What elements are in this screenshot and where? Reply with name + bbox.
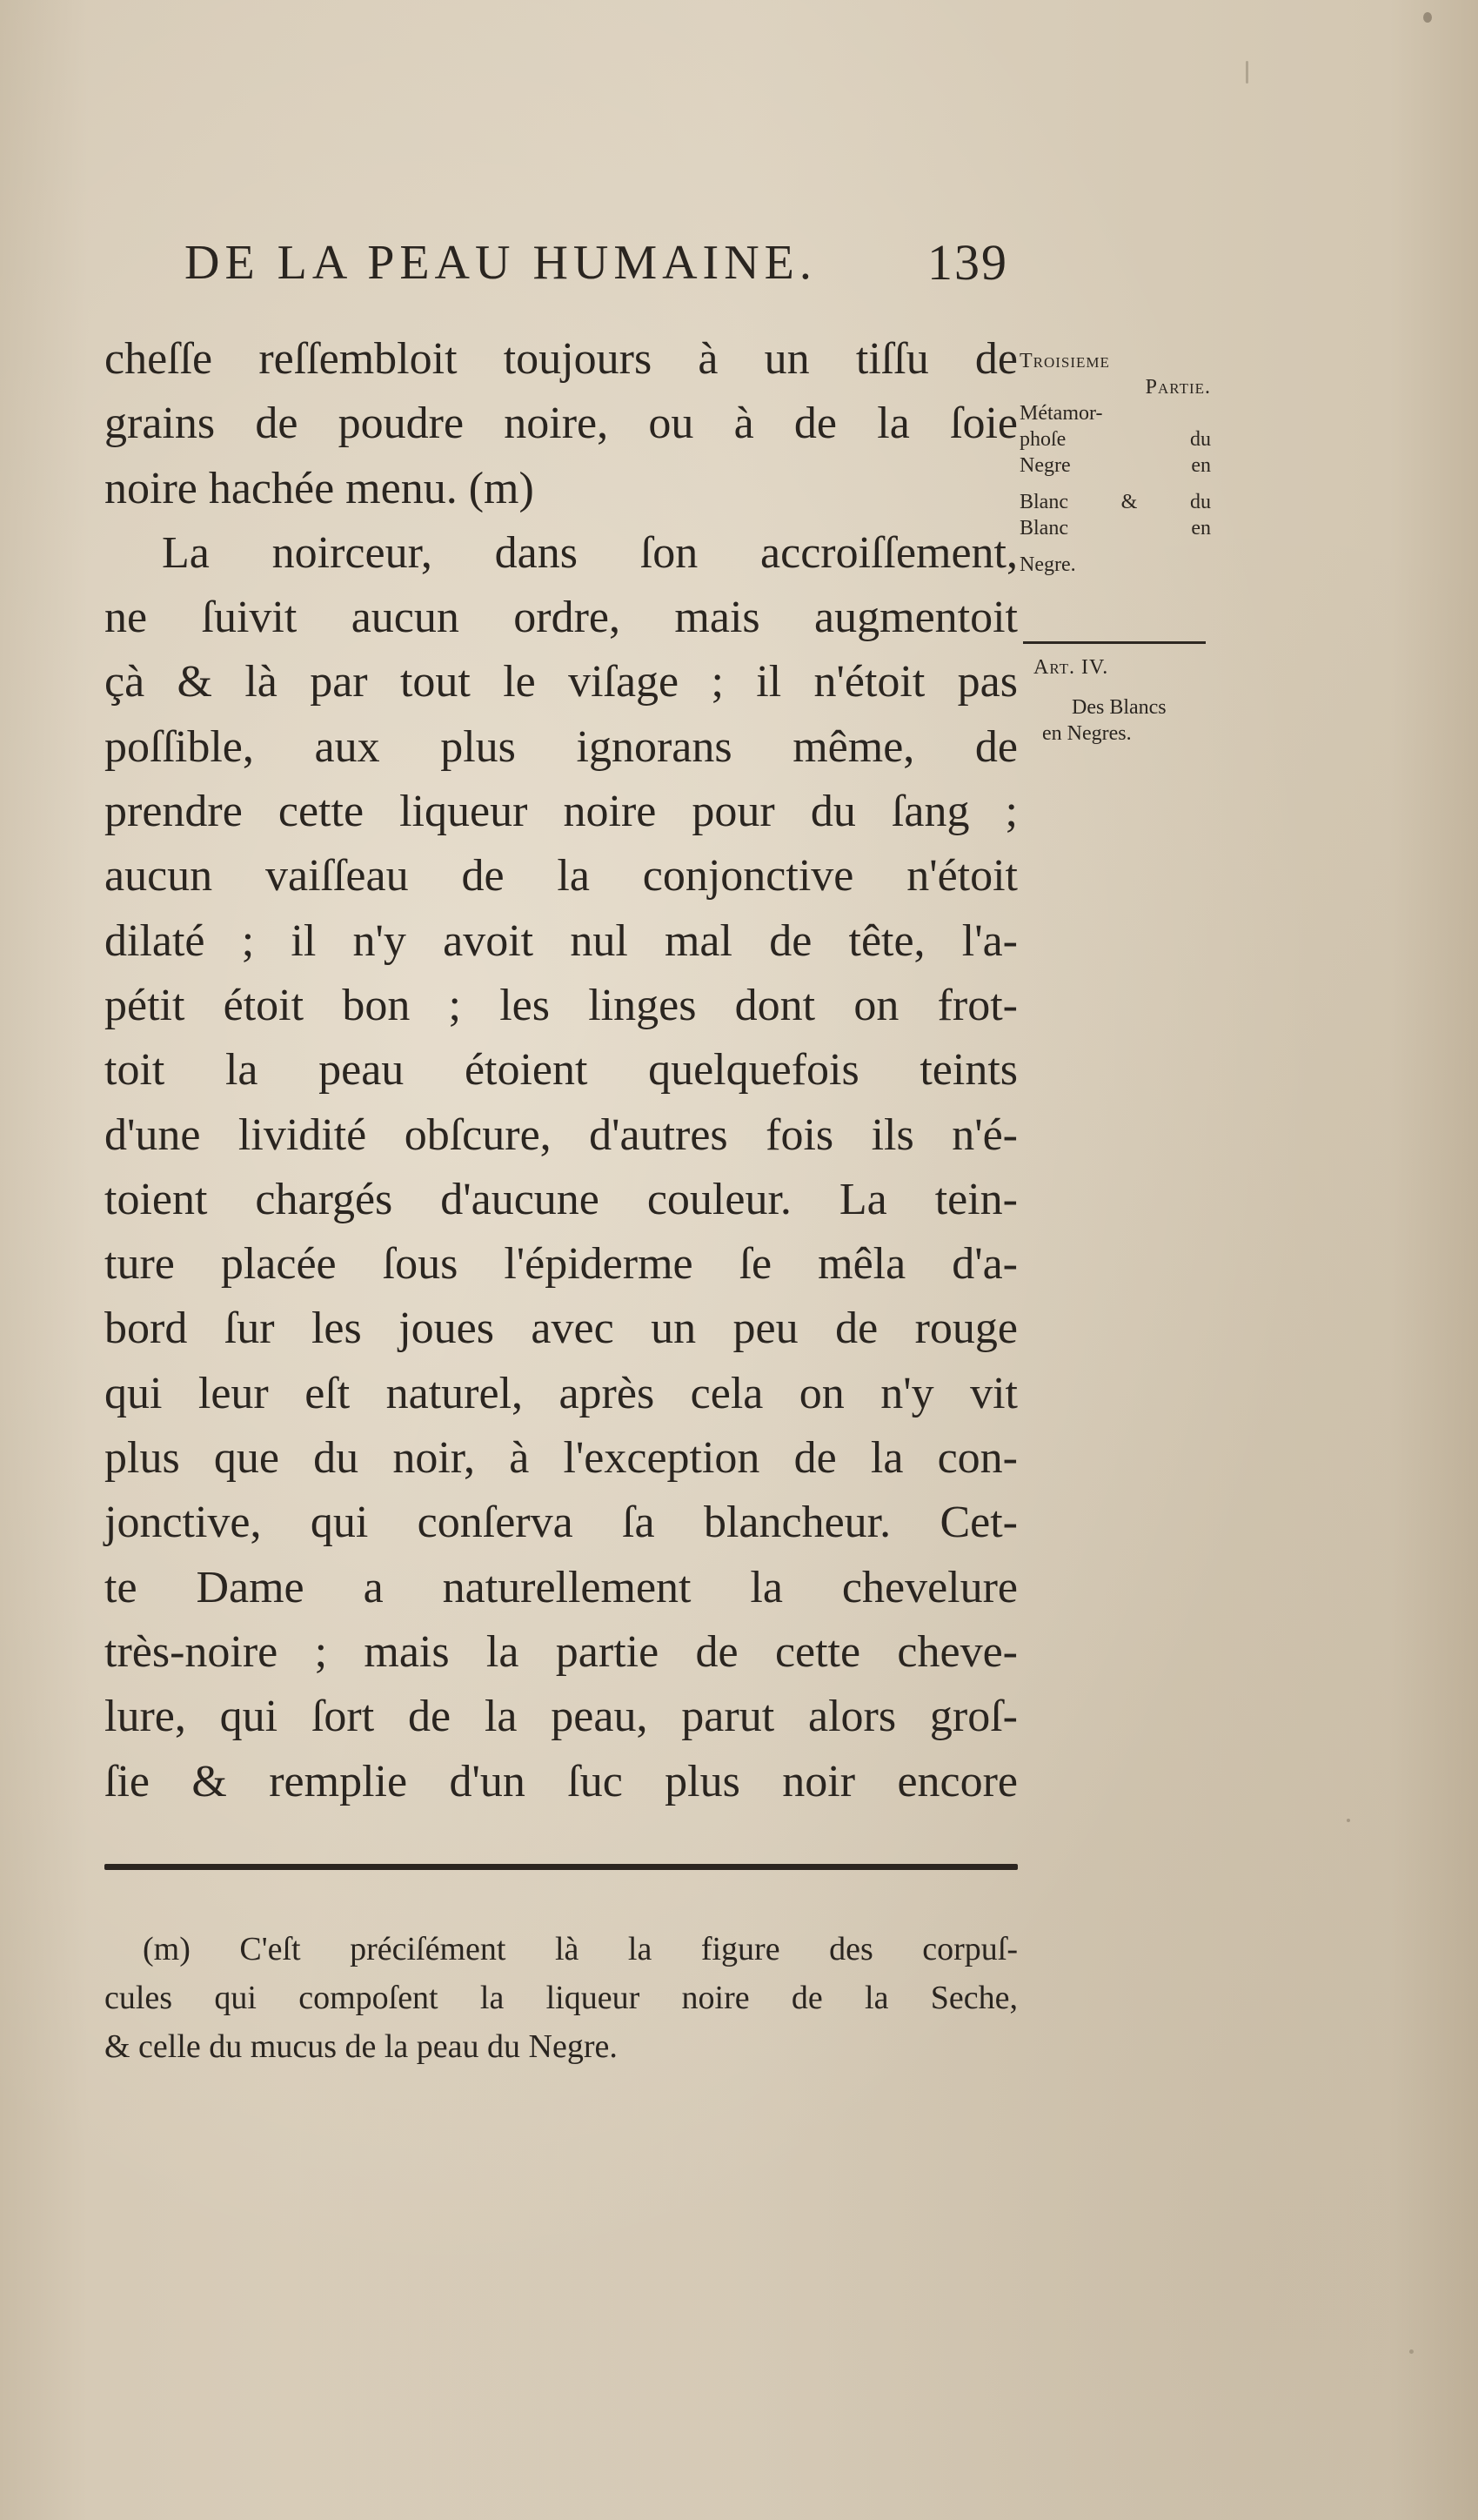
margin-note-line: Troisieme [1020,350,1110,372]
footnote-line: cules qui compoſent la liqueur noire de la Seche, [104,1980,1018,2016]
text-line: d'une lividité obſcure, d'autres fois ils n'é- [104,1109,1018,1160]
footnote-divider [104,1864,1018,1870]
margin-note-line: Blanc & du [1020,491,1211,513]
text-line: grains de poudre noire, ou à de la ſoie [104,399,1018,449]
text-line: çà & là par tout le viſage ; il n'étoit pas [104,657,1018,707]
text-line: poſſible, aux plus ignorans même, de [104,721,1018,772]
body-text [104,327,1018,1814]
paper-speck [1246,61,1248,84]
text-line: ture placée ſous l'épiderme ſe mêla d'a- [104,1239,1018,1290]
running-head-title: DE LA PEAU HUMAINE. [184,236,817,290]
margin-divider [1023,641,1206,644]
text-line: ſie & remplie d'un ſuc plus noir encore [104,1756,1018,1806]
margin-note-line: Blanc en [1020,517,1211,540]
footnote-line: (m) C'eſt préciſément là la figure des corpuſ- [143,1931,1018,1967]
text-line: plus que du noir, à l'exception de la con- [104,1433,1018,1484]
text-line: noire hachée menu. (m) [104,463,534,513]
paper-speck [1347,1819,1350,1822]
paper-speck [1409,2349,1414,2354]
running-head [184,228,1054,298]
margin-note-article [1033,654,1207,747]
text-line: aucun vaiſſeau de la conjonctive n'étoit [104,851,1018,901]
text-line: bord ſur les joues avec un peu de rouge [104,1304,1018,1354]
text-line: pétit étoit bon ; les linges dont on frot- [104,980,1018,1030]
text-line: très-noire ; mais la partie de cette cheve- [104,1626,1018,1677]
footnote-line: & celle du mucus de la peau du Negre. [104,2028,618,2065]
text-line: toient chargés d'aucune couleur. La tein- [104,1174,1018,1224]
margin-note-line: Art. IV. [1033,656,1109,679]
text-line: jonctive, qui conſerva ſa blancheur. Cet- [104,1498,1018,1548]
page-number: 139 [927,234,1008,291]
text-line: te Dame a naturellement la chevelure [104,1562,1018,1612]
margin-note-line: phoſe du [1020,428,1211,451]
footnote [104,1925,1018,2071]
margin-note-line: Partie. [1145,376,1211,399]
paper-speck [1423,12,1432,23]
text-line: lure, qui ſort de la peau, parut alors groſ- [104,1692,1018,1742]
text-line: ne ſuivit aucun ordre, mais augmentoit [104,593,1018,643]
text-line: dilaté ; il n'y avoit nul mal de tête, l'a- [104,915,1018,966]
margin-note-section [1020,348,1211,578]
text-line: cheſſe reſſembloit toujours à un tiſſu de [104,334,1018,384]
margin-note-line: Negre. [1020,553,1076,576]
margin-note-line: Negre en [1020,454,1211,477]
text-line: La noirceur, dans ſon accroiſſement, [162,527,1018,578]
text-line: prendre cette liqueur noire pour du ſang ; [104,787,1018,837]
text-line: toit la peau étoient quelquefois teints [104,1045,1018,1096]
margin-note-line: Métamor- [1020,402,1103,425]
margin-note-line: en Negres. [1042,722,1132,745]
margin-note-line: Des Blancs [1072,696,1167,719]
text-line: qui leur eſt naturel, après cela on n'y vit [104,1368,1018,1418]
